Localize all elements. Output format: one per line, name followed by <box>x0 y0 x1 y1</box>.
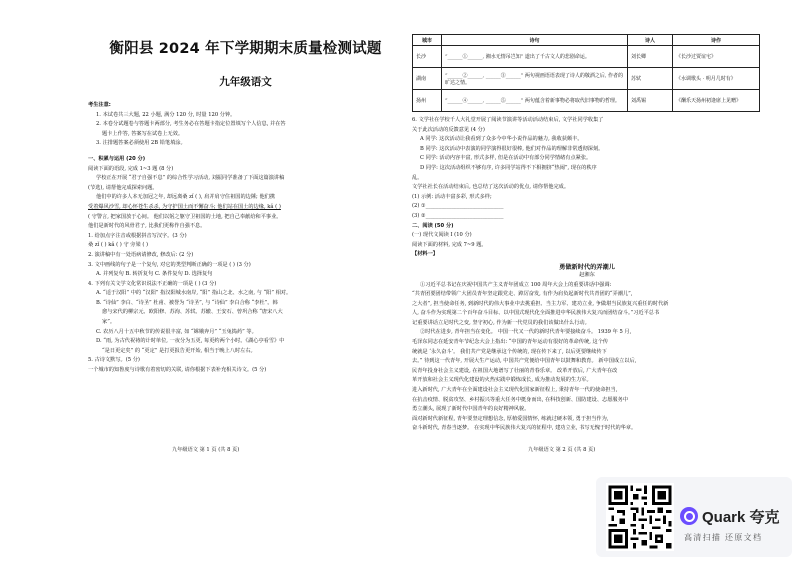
cell-work: 《水调歌头 · 明月几时有》 <box>673 68 760 90</box>
option-line: D. “雨, 为古代祝祷的计时单位, 一夜分为五更, 每更约两个小时。《湖心亭看雪》中 <box>96 338 285 345</box>
option-line: “是日更定矣” 的 “更定” 是打更报告更开始, 相当于晚上八时左右。 <box>102 347 256 354</box>
quark-scan-card[interactable] <box>596 477 792 557</box>
cell-verse: “______②______, ______③______” 两句视画语语表现了诗人的敬酒之后, 作者的旷达之情。 <box>442 68 628 90</box>
table-header-row <box>413 35 760 46</box>
cell-poet: 苏轼 <box>628 68 673 90</box>
quark-logo-icon <box>680 507 698 525</box>
col-header-city: 城市 <box>413 35 442 46</box>
paragraph-line: 在抗击疫情、脱贫攻坚、乡村振兴等重大任务中挺身而出, 在科技创新、国防建设、志愿服务中 <box>412 396 628 403</box>
exam-page-1 <box>88 0 403 470</box>
paragraph-line: 进入新时代, 广大青年在全面建设社会主义现代化国家新征程上, 秉持青年一代的使命担当, <box>412 387 618 394</box>
note-line: 1. 本试卷共三大题, 22 小题, 满分 120 分, 时量 120 分钟。 <box>96 111 236 118</box>
option-line: C. 农历八月十五中秋节的传说很丰富, 如 “嫦娥奔月” “玉兔捣药” 等。 <box>96 328 257 335</box>
text-line: (节选), 请帮他完成探索问题。 <box>88 184 158 191</box>
paragraph-line: 奋斗新时代, 青春当逐梦。 在实现中华民族伟大复兴的征程中, 建功立业, 书写无愧于时代的华章。 <box>412 425 637 432</box>
paragraph-line: “共青团要团结带领广大团员青年坚定跟党走、踔厉奋发, 有作为肩负起新时代共青团的“弄潮儿”, <box>412 291 633 298</box>
cell-city: 长沙 <box>413 46 442 68</box>
answer-line: (1) 示例: 活动丰富多彩, 形式多样; <box>412 193 492 200</box>
cell-city: 湖南 <box>413 68 442 90</box>
cell-verse: “______①______, 湘水无情吊岂知” 道出了千古文人的悲剧命运。 <box>442 46 628 68</box>
question-line: 3. 文中画线的句子是一个复句, 对它的类型判断正确的一项是 ( ) (3 分) <box>88 261 251 268</box>
question-line: 关于此次活动的反馈意见 (4 分) <box>412 126 485 133</box>
material-title: 勇做新时代的弄潮儿 <box>559 263 615 271</box>
feedback-line: 乱。 <box>412 174 423 181</box>
text-line: 他们中的许多人本无加冠之年, 却远离桑 zǐ ( ), 肩并肩守住祖国的边陲; 他们携 <box>96 194 276 201</box>
qr-code-icon[interactable] <box>606 483 674 551</box>
paragraph-line: 革开放和社会主义现代化建设的火热实践中锻炼成长, 成为推动发展的生力军。 <box>412 377 592 384</box>
exam-subtitle: 九年级语文 <box>219 76 272 88</box>
paragraph-line: 统就是 ‘永久奋斗’。 我们共产党是继承这个传统的, 现在传下来了, 以后更要继续传下 <box>412 348 607 355</box>
paragraph-line: 之大者”, 担当使命任务, 到新时代的伟大事业中去挑重担、当主力军、建功立业, 争做堪当民族复兴重任的时代新 <box>412 300 669 307</box>
table-row <box>413 68 760 90</box>
note-line: 2. 本卷分试题卷与答题卡两部分, 考生务必在答题卡指定位置填写个人信息, 并在答 <box>96 121 286 128</box>
paragraph-line: 去。” 待到这一代青年, 开展大生产运动, 中国共产党便给中国青年以鼓舞和教育。 新中国成立以后, <box>412 358 637 365</box>
material-label: 【材料一】 <box>412 251 438 258</box>
table-row <box>413 46 760 68</box>
paragraph-line: 民青年投身社会主义建设, 在祖国大地谱写了壮丽的青春乐章。 改革开放后, 广大青年在改 <box>412 367 618 374</box>
subsection-heading: (一) 现代文阅读 Ⅰ (10 分) <box>412 232 472 239</box>
exam-title: 衡阳县 2024 年下学期期末质量检测试题 <box>109 41 382 57</box>
cell-work: 《长沙过贾谊宅》 <box>673 46 760 68</box>
notes-heading: 考生注意: <box>88 102 111 108</box>
underlined-sentence: 受着爆风沙雪, 却心怀苍生杀杀, 为守护国土而不懈奋斗; 他们站在国土的边缘, kǎ ( ) <box>88 203 281 210</box>
page-2-footer: 九年级语文 第 2 页 (共 8 页) <box>528 447 596 453</box>
question-line: 4. 下列有关文学文化常识说法不正确的一项是 ( ) (3 分) <box>88 280 217 287</box>
material-author: 赵湘东 <box>579 271 595 278</box>
note-line: 3. 注排题答案必须使用 2B 铅笔填涂。 <box>96 140 186 147</box>
col-header-verse: 诗句 <box>442 35 628 46</box>
question-line: 桑 zǐ ( ) kǎ ( ) 守 旁梁 ( ) <box>88 242 149 249</box>
cell-poet: 刘长卿 <box>628 46 673 68</box>
question-line: 6. 文学社在学校千人大礼堂开展了阅读节演讲等活动活动结束后, 文学社同学收集了 <box>412 117 604 123</box>
paragraph-line: ①习近平总书记在庆祝中国共产主义青年团成立 100 周年大会上的重要讲话中强调: <box>420 281 612 288</box>
answer-line: (3) ②______________________________ <box>412 212 504 219</box>
instruction-line: 阅读下面的材料, 完成 7~9 题。 <box>412 241 487 248</box>
question-line: 5. 古诗文默写。(5 分) <box>88 357 140 364</box>
note-line: 题卡上作答, 答案写在试卷上无效。 <box>102 130 184 137</box>
page-1-footer: 九年级语文 第 1 页 (共 8 页) <box>172 447 240 453</box>
section-heading: 二、阅读 (50 分) <box>412 222 454 229</box>
question-line: 1. 给加点字注音或根据拼音写汉字。(3 分) <box>88 232 187 239</box>
question-line: 一个城市的知鲁度与诗歌有着密切的关联, 请你根据下表补充相关诗文。(5 分) <box>88 367 267 374</box>
option-line: 愈与宋代的柳宗元、欧阳修、苏洵、苏轼、苏辙、王安石、曾巩合称 “唐宋八大 <box>102 309 283 316</box>
text-line: ( 守警言, 把家国放于心间。 他们以躬之躯守卫祖国的土地, 把自己奉献给和平事业。 <box>88 213 282 220</box>
paragraph-line: 面对新时代新征程, 青年要坚定理想信念, 厚植爱国情怀, 练就过硬本领, 勇于担当作为, <box>412 415 609 422</box>
cell-poet: 刘禹锡 <box>628 90 673 112</box>
question-line: 2. 演讲稿中有一处语病请修改, 修改后: (2 分) <box>88 251 194 258</box>
option-line: A. “适于汉阳” 中的 “汉阳” 指汉阳城水南岸, “阳” 指山之北、水之南, 与 “阳” 相对。 <box>96 290 292 297</box>
feedback-line: A 同学: 这次活动让我看到了众多今中华小说作品的魅力, 我收获颇丰。 <box>420 136 583 143</box>
section-heading: 一、积累与运用 (20 分) <box>88 155 146 162</box>
paragraph-line: 记重要讲话立足时代之变, 坚守初心, 作为新一代党员的我们该做出什么行动。 <box>412 319 590 326</box>
table-row <box>413 90 760 112</box>
feedback-line: B 同学: 这次活动中表演的同学演得很好很棒, 他们对作品的理解非常透彻深刻。 <box>420 145 604 152</box>
poem-table <box>412 34 760 112</box>
paragraph-line: 毛泽东同志在延安青年节纪念大会上指出: “中国的青年运动有很好的革命传统, 这个传 <box>412 339 609 346</box>
paragraph-line: 勇立潮头, 展现了新时代中国青年的良好精神风貌。 <box>412 406 530 413</box>
question-line: 文学社社长在活动结束后, 也总结了这次活动的优点, 请你帮他完成。 <box>412 184 570 191</box>
quark-brand-name: Quark 夸克 <box>702 509 780 526</box>
option-line: B. “诗仙” 李白、“诗圣” 杜甫、被誉为 “诗圣”, 与 “诗仙” 李白合称 “李杜”。韩 <box>96 299 278 306</box>
paragraph-line: ②时代在进步, 青年担当在变化。 中国一代又一代的新时代青年要接续奋斗。 1939 年 5 月, <box>420 329 632 336</box>
text-line: 他们是新时代的风骨君子, 比我们更称作自强不息。 <box>88 223 206 230</box>
exam-page-2 <box>412 0 762 470</box>
text-line: 学校正在开展 “君子自强不息” 的综合性学习活动, 刘振同学准备了下面这篇演讲稿 <box>96 175 285 182</box>
col-header-poet: 诗人 <box>628 35 673 46</box>
col-header-work: 诗作 <box>673 35 760 46</box>
quark-slogan: 高清扫描 还原文档 <box>684 533 763 542</box>
paragraph-line: 人, 奋斗作为实现第二个百年奋斗目标、以中国式现代化全面推进中华民族伟大复兴而团结奋斗。”习近平总书 <box>412 310 660 317</box>
text-line: 阅读下面的语段, 完成 1~3 题 (8 分) <box>88 165 174 172</box>
cell-work: 《酬乐天扬州初逢席上见赠》 <box>673 90 760 112</box>
cell-city: 扬州 <box>413 90 442 112</box>
answer-line: (2) ①______________________________ <box>412 203 504 210</box>
feedback-line: D 同学: 这次活动组织不够有序, 许多同学站得不下相拥挤“热闹”, 现在的秩序 <box>420 164 597 171</box>
cell-verse: “______④______, ______⑤______” 两句蕴含着新事物必将取代旧事物的哲理。 <box>442 90 628 112</box>
option-line: A. 并列复句 B. 转折复句 C. 条件复句 D. 选择复句 <box>96 271 213 278</box>
feedback-line: C 同学: 活动内容丰富, 形式多样, 但是在活动中有部分同学情绪有点紧张。 <box>420 155 592 162</box>
option-line: 家”。 <box>102 319 116 326</box>
